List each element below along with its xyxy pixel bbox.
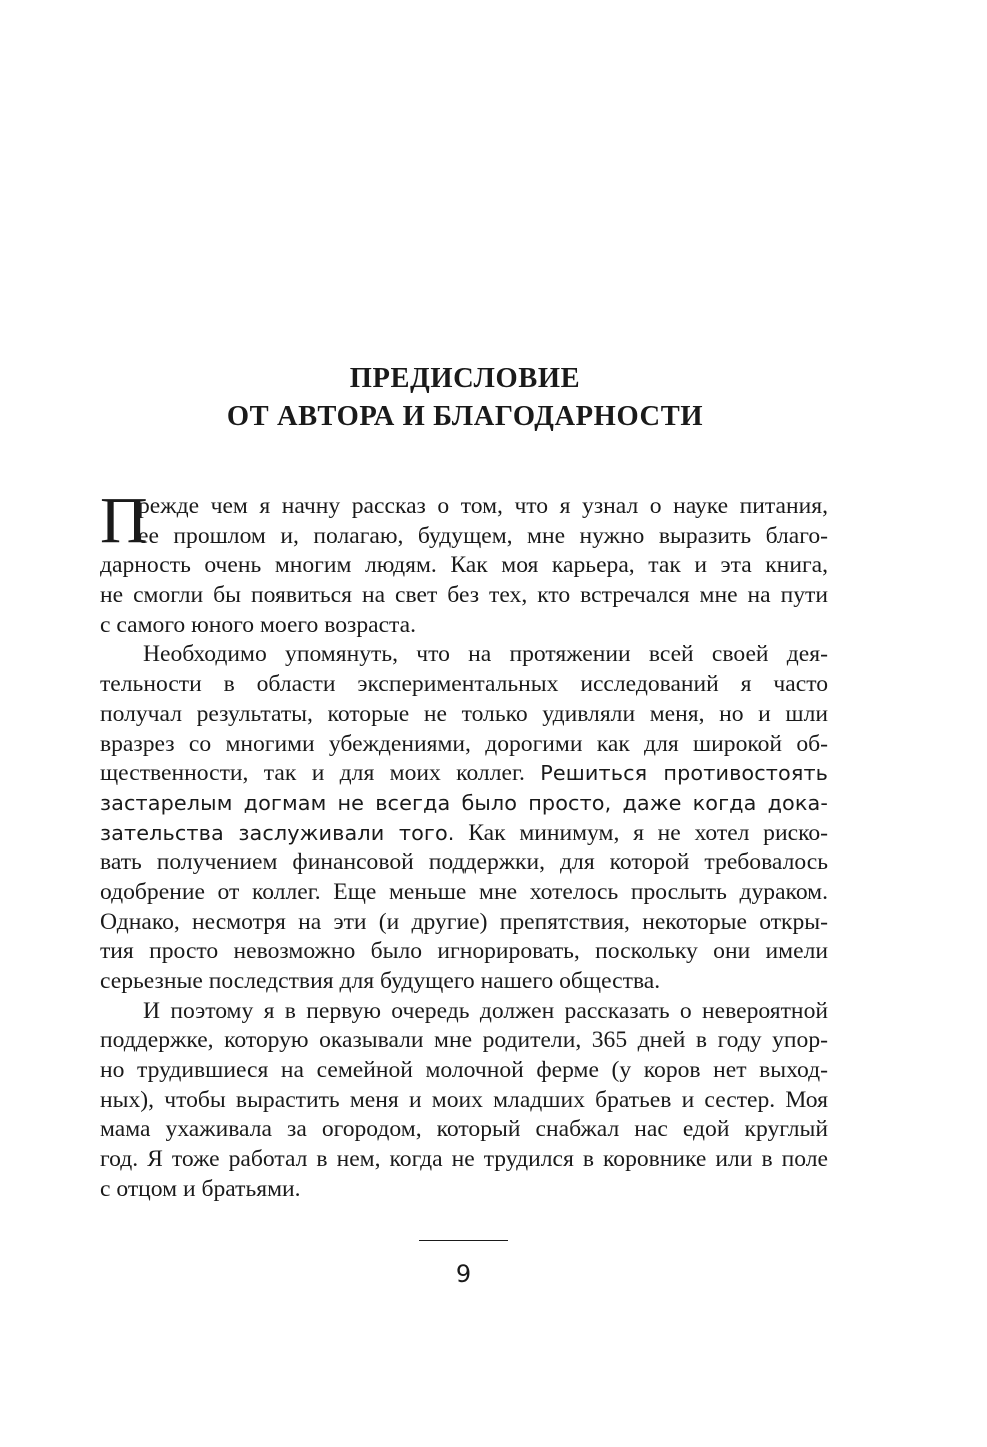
paragraph-line: тия просто невозможно было игнорировать, поскольку они имели	[100, 938, 828, 965]
page-number: 9	[455, 1260, 472, 1288]
paragraph-line: с самого юного моего возраста.	[100, 611, 417, 638]
paragraph-line: дарность очень многим людям. Как моя карьера, так и эта книга,	[100, 552, 828, 579]
paragraph-3	[100, 997, 828, 1205]
paragraph-line: получал результаты, которые не только удивляли меня, но и шли	[100, 700, 828, 727]
chapter-title-line-1: ПРЕДИСЛОВИЕ	[349, 363, 581, 394]
paragraph-line-sans: застарелым догмам не всегда было просто, даже когда дока-	[100, 790, 828, 815]
paragraph-line: вразрез со многими убеждениями, дорогими как для широкой об-	[100, 730, 828, 757]
chapter-title-line-2: ОТ АВТОРА И БЛАГОДАРНОСТИ	[226, 401, 704, 432]
sans-text-segment: зательства заслуживали того.	[100, 820, 455, 845]
paragraph-line: Однако, несмотря на эти (и другие) препятствия, некоторые откры-	[100, 908, 828, 935]
paragraph-line: год. Я тоже работал в нем, когда не трудился в коровнике или в поле	[100, 1146, 828, 1173]
drop-cap: П	[100, 484, 148, 557]
paragraph-line-text: Как минимум, я не хотел риско-	[468, 819, 828, 846]
paragraph-line: но трудившиеся на семейной молочной ферме (у коров нет выход-	[100, 1057, 828, 1084]
paragraph-line: Необходимо упомянуть, что на протяжении всей своей дея-	[143, 641, 828, 668]
chapter-title	[100, 360, 830, 436]
paragraph-line: одобрение от коллег. Еще меньше мне хотелось прослыть дураком.	[100, 878, 828, 905]
paragraph-line: серьезные последствия для будущего нашего общества.	[100, 968, 661, 994]
paragraph-line: не смогли бы появиться на свет без тех, кто встречался мне на пути	[100, 582, 828, 609]
paragraph-line: ных), чтобы вырастить меня и моих младших братьев и сестер. Моя	[100, 1086, 828, 1113]
paragraph-line-text: режде чем я начну рассказ о том, что я узнал о науке питания,	[138, 493, 828, 519]
body-text	[100, 484, 829, 1205]
footer-divider	[419, 1240, 508, 1241]
paragraph-line-text: щественности, так и для моих коллег.	[100, 760, 525, 787]
paragraph-line: И поэтому я в первую очередь должен рассказать о невероятной	[143, 997, 828, 1024]
paragraph-1	[100, 484, 828, 640]
paragraph-line: ее прошлом и, полагаю, будущем, мне нужно выразить благо-	[138, 522, 828, 549]
paragraph-line	[100, 819, 828, 849]
paragraph-2	[100, 640, 828, 996]
paragraph-line: вать получением финансовой поддержки, для которой требовалось	[100, 849, 828, 876]
paragraph-line	[100, 759, 828, 789]
paragraph-line: поддержке, которую оказывали мне родители, 365 дней в году упор-	[100, 1027, 828, 1054]
sans-text-segment: Решиться противостоять	[540, 761, 829, 786]
paragraph-line: тельности в области экспериментальных исследований я часто	[100, 671, 828, 698]
paragraph-line: мама ухаживала за огородом, который снабжал нас едой круглый	[100, 1116, 828, 1143]
paragraph-line: с отцом и братьями.	[100, 1175, 301, 1202]
